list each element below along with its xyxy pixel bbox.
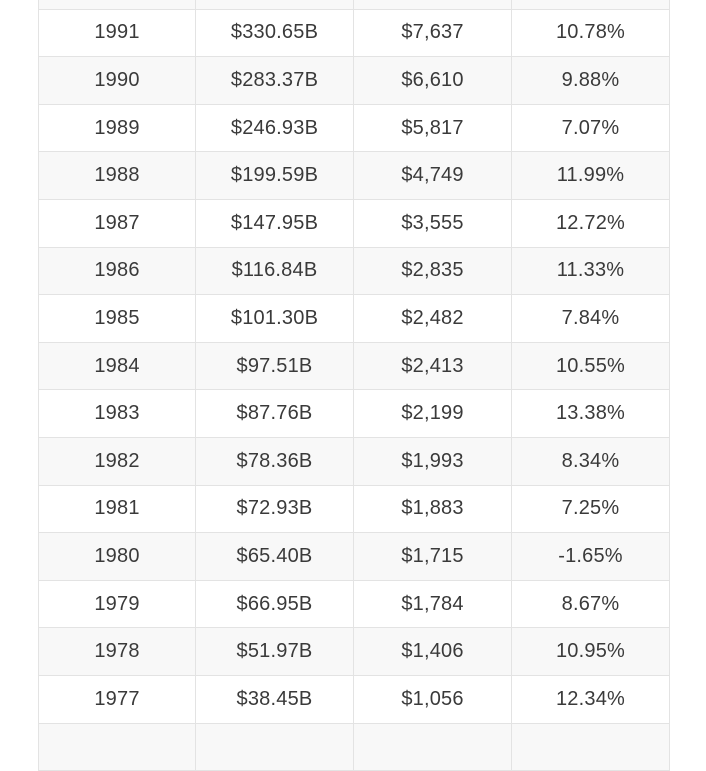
year-cell: 1982 <box>39 437 196 485</box>
gdp-cell: $87.76B <box>196 390 354 438</box>
gdp-history-table <box>38 0 670 771</box>
table-body <box>39 0 670 771</box>
table-row <box>39 342 670 390</box>
year-cell: 1979 <box>39 580 196 628</box>
gdp-cell: $97.51B <box>196 342 354 390</box>
table-row <box>39 628 670 676</box>
table-row <box>39 580 670 628</box>
growth-cell: 12.72% <box>512 199 670 247</box>
table-row <box>39 152 670 200</box>
growth-cell: 10.55% <box>512 342 670 390</box>
gdp-cell: $65.40B <box>196 533 354 581</box>
gdp-cell: $116.84B <box>196 247 354 295</box>
year-cell: 1987 <box>39 199 196 247</box>
table-row <box>39 104 670 152</box>
growth-cell: 11.99% <box>512 152 670 200</box>
gdp-cell <box>196 723 354 771</box>
year-cell: 1977 <box>39 675 196 723</box>
table-row <box>39 533 670 581</box>
per-capita-cell: $4,749 <box>354 152 512 200</box>
year-cell: 1983 <box>39 390 196 438</box>
year-cell: 1988 <box>39 152 196 200</box>
year-cell <box>39 723 196 771</box>
table-row <box>39 485 670 533</box>
per-capita-cell: $7,637 <box>354 9 512 57</box>
per-capita-cell: $1,784 <box>354 580 512 628</box>
data-table-container <box>38 0 669 771</box>
growth-cell: 10.78% <box>512 9 670 57</box>
year-cell: 1986 <box>39 247 196 295</box>
gdp-cell: $101.30B <box>196 295 354 343</box>
per-capita-cell: $5,817 <box>354 104 512 152</box>
growth-cell <box>512 723 670 771</box>
gdp-cell: $147.95B <box>196 199 354 247</box>
per-capita-cell: $1,715 <box>354 533 512 581</box>
table-row <box>39 723 670 771</box>
growth-cell: 9.88% <box>512 57 670 105</box>
per-capita-cell <box>354 0 512 9</box>
growth-cell: 12.34% <box>512 675 670 723</box>
table-row <box>39 295 670 343</box>
table-row <box>39 199 670 247</box>
per-capita-cell: $2,482 <box>354 295 512 343</box>
growth-cell: 11.33% <box>512 247 670 295</box>
gdp-cell: $78.36B <box>196 437 354 485</box>
per-capita-cell: $1,056 <box>354 675 512 723</box>
per-capita-cell: $1,993 <box>354 437 512 485</box>
year-cell: 1990 <box>39 57 196 105</box>
year-cell: 1985 <box>39 295 196 343</box>
growth-cell: 8.34% <box>512 437 670 485</box>
growth-cell: 7.84% <box>512 295 670 343</box>
growth-cell: 8.67% <box>512 580 670 628</box>
table-row <box>39 247 670 295</box>
table-row <box>39 57 670 105</box>
per-capita-cell: $1,883 <box>354 485 512 533</box>
year-cell: 1980 <box>39 533 196 581</box>
gdp-cell: $330.65B <box>196 9 354 57</box>
gdp-cell: $246.93B <box>196 104 354 152</box>
per-capita-cell: $2,835 <box>354 247 512 295</box>
year-cell: 1989 <box>39 104 196 152</box>
gdp-cell: $72.93B <box>196 485 354 533</box>
gdp-cell: $66.95B <box>196 580 354 628</box>
table-row <box>39 437 670 485</box>
gdp-cell: $51.97B <box>196 628 354 676</box>
per-capita-cell: $2,413 <box>354 342 512 390</box>
table-row <box>39 675 670 723</box>
growth-cell: 13.38% <box>512 390 670 438</box>
table-row <box>39 390 670 438</box>
per-capita-cell: $6,610 <box>354 57 512 105</box>
table-row <box>39 0 670 9</box>
gdp-cell: $38.45B <box>196 675 354 723</box>
growth-cell: 7.25% <box>512 485 670 533</box>
per-capita-cell: $2,199 <box>354 390 512 438</box>
growth-cell: 10.95% <box>512 628 670 676</box>
per-capita-cell <box>354 723 512 771</box>
year-cell: 1991 <box>39 9 196 57</box>
gdp-cell: $283.37B <box>196 57 354 105</box>
year-cell: 1984 <box>39 342 196 390</box>
year-cell <box>39 0 196 9</box>
gdp-cell: $199.59B <box>196 152 354 200</box>
growth-cell: -1.65% <box>512 533 670 581</box>
gdp-cell <box>196 0 354 9</box>
growth-cell <box>512 0 670 9</box>
year-cell: 1981 <box>39 485 196 533</box>
per-capita-cell: $1,406 <box>354 628 512 676</box>
table-row <box>39 9 670 57</box>
per-capita-cell: $3,555 <box>354 199 512 247</box>
year-cell: 1978 <box>39 628 196 676</box>
growth-cell: 7.07% <box>512 104 670 152</box>
